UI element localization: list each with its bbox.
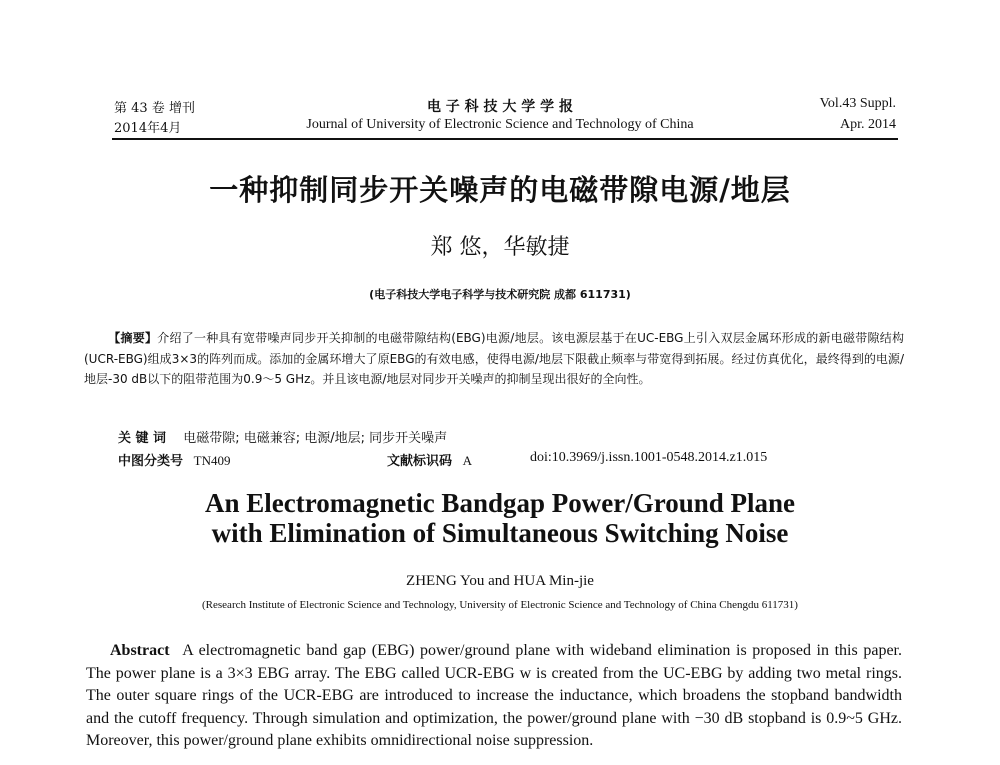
keywords-label: 关 键 词 [118, 431, 167, 446]
title-en [0, 488, 1000, 548]
classification-value: TN409 [193, 453, 231, 468]
affiliation-cn: (电子科技大学电子科学与技术研究院 成都 611731) [369, 288, 631, 301]
header-journal-cn: 电 子 科 技 大 学 学 报 [426, 99, 574, 115]
header-rule [112, 138, 898, 140]
classification-label: 中图分类号 [118, 454, 184, 469]
authors-cn: 郑 悠，华敏捷 [430, 235, 570, 260]
title-en-line1: An Electromagnetic Bandgap Power/Ground Plane [204, 488, 795, 518]
header-date-en: Apr. 2014 [840, 117, 896, 132]
doc-code-label: 文献标识码 [387, 454, 453, 469]
abstract-en-label: Abstract [110, 642, 170, 659]
doi-line: doi:10.3969/j.issn.1001-0548.2014.z1.015 [530, 450, 768, 465]
abstract-en-text: A electromagnetic band gap (EBG) power/ground plane with wideband elimination is proposed in this paper. The power plane is a 3×3 EBG array. The EBG called UCR-EBG w is created from the UC-EBG by adding two metal rings. The outer square rings of the UCR-EBG are introduced to increase the inductance, which broadens the stopband bandwidth and the cutoff frequency. Through simulation and optimization, the power/ground plane with −30 dB stopband is 0.9~5 GHz. Moreover, this power/ground plane exhibits omnidirectional noise suppression. [86, 642, 902, 749]
header-date: 2014年4月 [114, 121, 182, 136]
authors-en: ZHENG You and HUA Min-jie [406, 573, 594, 589]
header-vol-en: Vol.43 Suppl. [819, 96, 896, 111]
title-cn: 一种抑制同步开关噪声的电磁带隙电源/地层 [209, 173, 791, 207]
affiliation-en: (Research Institute of Electronic Science and Technology, University of Electronic Science and Technology of China Chengdu 611731) [202, 599, 798, 611]
title-en-line2: with Elimination of Simultaneous Switching Noise [211, 518, 789, 548]
classification-line [118, 450, 231, 469]
abstract-cn-label: 【摘要】 [108, 331, 158, 345]
keywords-line [118, 427, 447, 446]
abstract-cn [84, 328, 904, 390]
doc-code-value: A [462, 453, 473, 468]
abstract-en [86, 640, 902, 753]
header-journal-en: Journal of University of Electronic Science and Technology of China [306, 117, 694, 132]
keywords-text: 电磁带隙; 电磁兼容; 电源/地层; 同步开关噪声 [183, 431, 448, 446]
header-volume: 第 43 卷 增刊 [114, 101, 195, 116]
abstract-cn-text: 介绍了一种具有宽带噪声同步开关抑制的电磁带隙结构(EBG)电源/地层。该电源层基于在UC-EBG上引入双层金属环形成的新电磁带隙结构(UCR-EBG)组成3×3的阵列而成。添加的金属环增大了原EBG的有效电感，使得电源/地层下限截止频率与带宽得到拓展。经过仿真优化，最终得到的电源/地层-30 dB以下的阻带范围为0.9～5 GHz。并且该电源/地层对同步开关噪声的抑制呈现出很好的全向性。 [84, 331, 904, 386]
doc-code-line [387, 450, 472, 469]
